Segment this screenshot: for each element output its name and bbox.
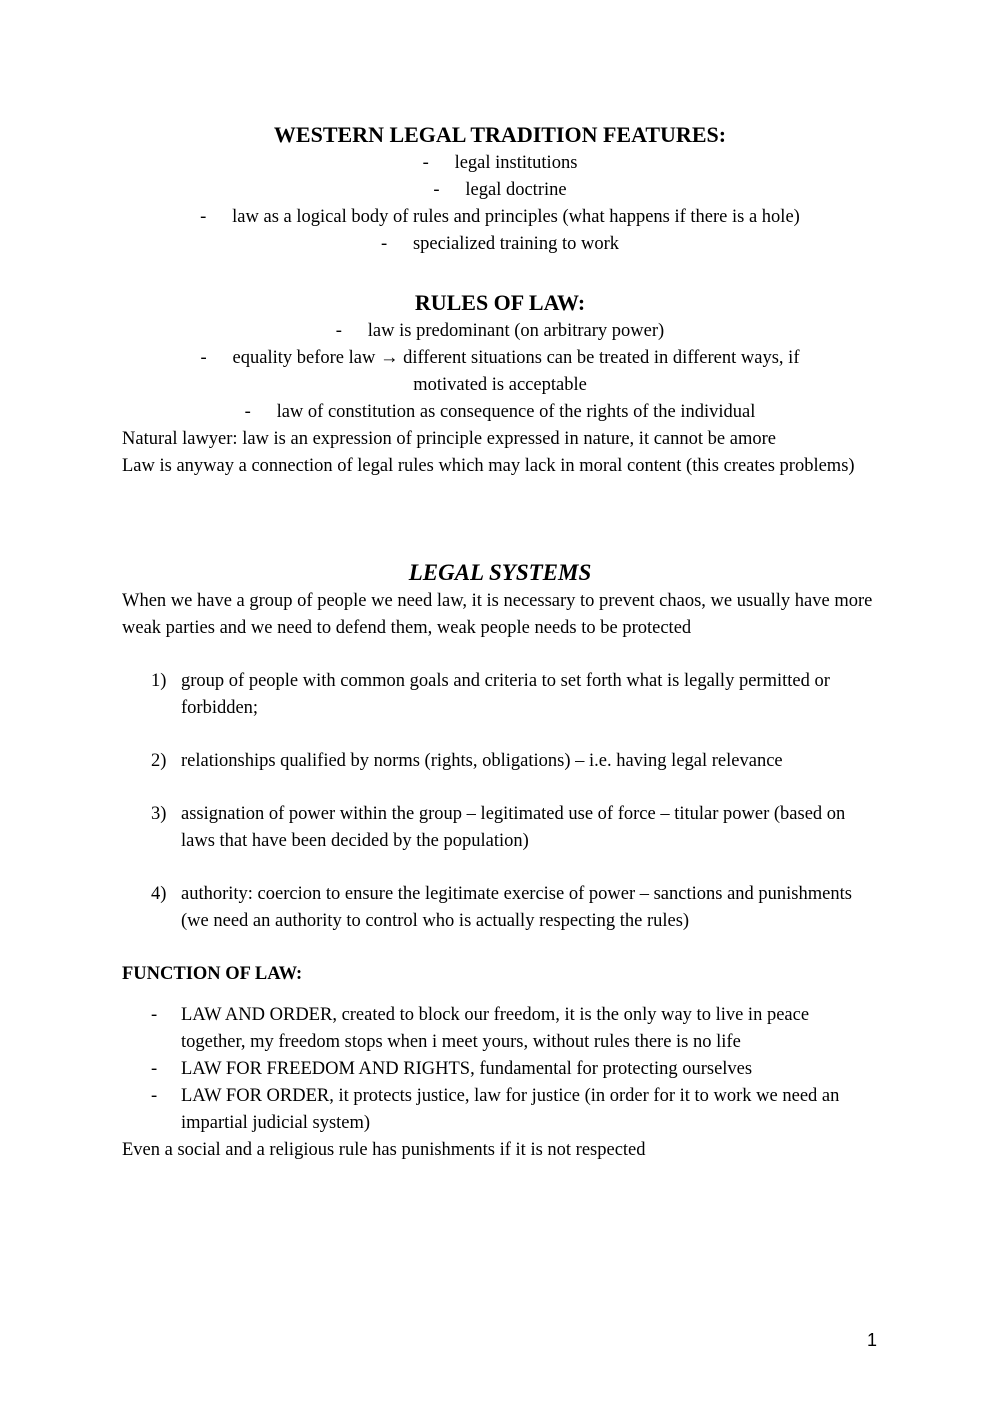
list-item: [122, 1083, 878, 1137]
bullet-dash: -: [422, 153, 429, 173]
list-item-text: legal institutions: [454, 153, 578, 173]
list-item: [122, 231, 878, 258]
page-number: 1: [866, 1330, 877, 1350]
list-item: [122, 1002, 878, 1056]
list-item-text: law as a logical body of rules and principles (what happens if there is a hole): [232, 207, 800, 227]
natural-lawyer-paragraph: Natural lawyer: law is an expression of principle expressed in nature, it cannot be amore: [122, 429, 776, 449]
list-number: 3): [151, 804, 167, 824]
list-item-text: assignation of power within the group – legitimated use of force – titular power (based on laws that have been decided by the population): [181, 804, 846, 851]
list-item: [122, 881, 878, 935]
law-anyway-paragraph: Law is anyway a connection of legal rules which may lack in moral content (this creates problems): [122, 456, 855, 476]
rules-of-law-list: [122, 318, 878, 426]
function-of-law-list: [122, 1002, 878, 1137]
list-number: 4): [151, 884, 167, 904]
list-item-text: motivated is acceptable: [413, 375, 587, 395]
list-item: [122, 318, 878, 345]
legal-systems-intro: When we have a group of people we need law, it is necessary to prevent chaos, we usually have more weak parties and we need to defend them, weak people needs to be protected: [122, 591, 873, 638]
bullet-dash: -: [151, 1059, 158, 1079]
closing-paragraph: Even a social and a religious rule has punishments if it is not respected: [122, 1140, 646, 1160]
rules-of-law-heading: RULES OF LAW:: [414, 290, 586, 315]
list-item: [122, 150, 878, 177]
bullet-dash: -: [335, 321, 342, 341]
bullet-dash: -: [433, 180, 440, 200]
list-item: [122, 204, 878, 231]
page-content: [122, 120, 878, 1164]
list-item: [122, 1056, 878, 1083]
list-item: [122, 177, 878, 204]
list-item-text: authority: coercion to ensure the legitimate exercise of power – sanctions and punishments (we need an authority to control who is actually respecting the rules): [181, 884, 852, 931]
list-item-text: law is predominant (on arbitrary power): [367, 321, 665, 341]
list-item: [122, 399, 878, 426]
list-item-text: LAW FOR FREEDOM AND RIGHTS, fundamental for protecting ourselves: [181, 1059, 753, 1079]
list-item-text: relationships qualified by norms (rights, obligations) – i.e. having legal relevance: [181, 751, 783, 771]
bullet-dash: -: [200, 348, 207, 368]
list-item-text: law of constitution as consequence of the rights of the individual: [276, 402, 756, 422]
legal-systems-list: [122, 668, 878, 935]
bullet-dash: -: [380, 234, 388, 254]
list-item-continuation: [122, 372, 878, 399]
list-item-text: LAW AND ORDER, created to block our freedom, it is the only way to live in peace together, my freedom stops when i meet yours, without rules there is no life: [181, 1005, 810, 1052]
list-item: [122, 748, 878, 775]
list-number: 2): [151, 751, 167, 771]
western-features-list: [122, 150, 878, 258]
list-item-text: legal doctrine: [465, 180, 567, 200]
bullet-dash: -: [200, 207, 207, 227]
list-number: 1): [151, 671, 167, 691]
list-item-text: group of people with common goals and criteria to set forth what is legally permitted or forbidden;: [181, 671, 830, 718]
list-item: [122, 801, 878, 855]
list-item-text: specialized training to work: [412, 234, 619, 254]
list-item: [122, 668, 878, 722]
list-item-text: LAW FOR ORDER, it protects justice, law for justice (in order for it to work we need an impartial judicial system): [181, 1086, 840, 1133]
bullet-dash: -: [151, 1086, 158, 1106]
western-tradition-heading: WESTERN LEGAL TRADITION FEATURES:: [273, 122, 727, 147]
legal-systems-heading: LEGAL SYSTEMS: [408, 560, 592, 585]
bullet-dash: -: [244, 402, 251, 422]
list-item-text: equality before law → different situations can be treated in different ways, if: [232, 348, 800, 368]
list-item: [122, 345, 878, 372]
bullet-dash: -: [151, 1005, 158, 1025]
function-of-law-heading: FUNCTION OF LAW:: [122, 964, 303, 984]
